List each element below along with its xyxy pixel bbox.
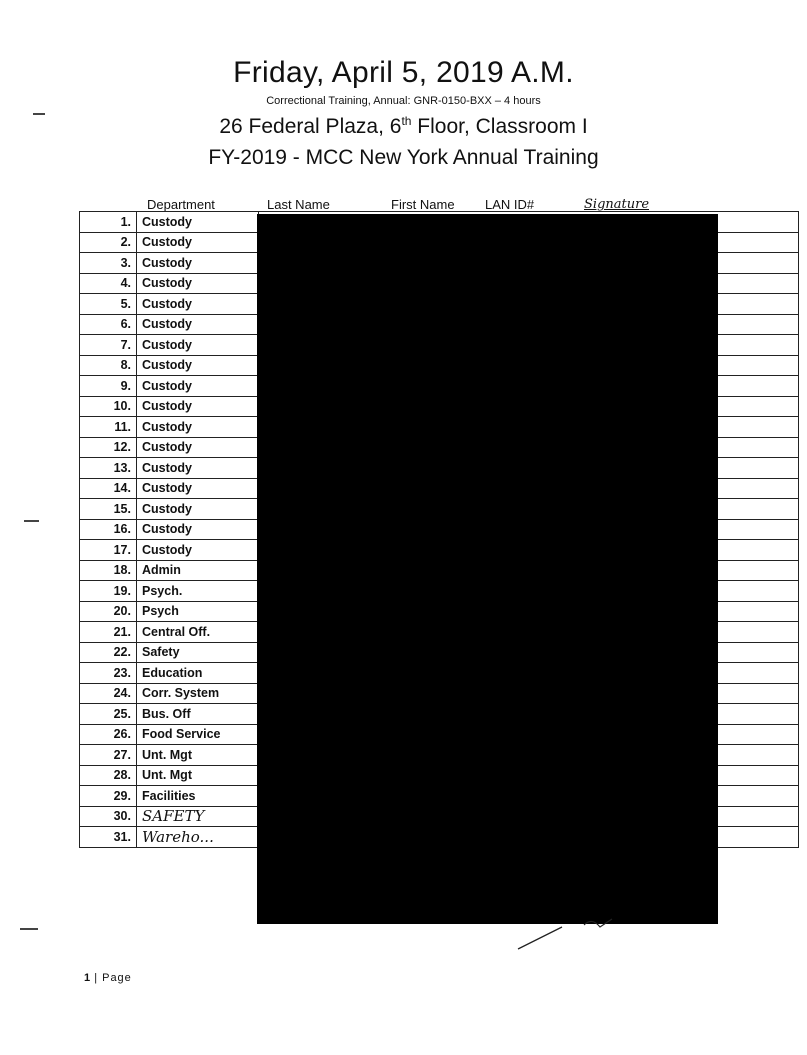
row-department: Custody (137, 437, 259, 458)
row-department: Unt. Mgt (137, 745, 259, 766)
row-department: Central Off. (137, 622, 259, 643)
row-number: 25. (80, 704, 137, 725)
row-department: Custody (137, 335, 259, 356)
col-department: Department (147, 197, 215, 212)
row-number: 19. (80, 581, 137, 602)
row-number: 23. (80, 663, 137, 684)
row-number: 3. (80, 253, 137, 274)
row-number: 12. (80, 437, 137, 458)
row-department: Custody (137, 376, 259, 397)
page-number: 1 (84, 972, 91, 984)
row-department: Food Service (137, 724, 259, 745)
location-pre: 26 Federal Plaza, 6 (219, 115, 402, 138)
col-lan-id: LAN ID# (485, 197, 535, 212)
col-last-name: Last Name (267, 197, 330, 212)
row-department: Custody (137, 519, 259, 540)
row-department: Custody (137, 478, 259, 499)
row-number: 28. (80, 765, 137, 786)
row-department: Custody (137, 540, 259, 561)
row-department: Custody (137, 253, 259, 274)
row-number: 4. (80, 273, 137, 294)
row-number: 30. (80, 806, 137, 827)
row-department: Education (137, 663, 259, 684)
row-number: 1. (80, 212, 137, 233)
row-number: 7. (80, 335, 137, 356)
location-sup: th (401, 114, 412, 128)
row-department: Custody (137, 232, 259, 253)
col-signature: Signature (584, 197, 650, 212)
row-department: Custody (137, 212, 259, 233)
row-department: Bus. Off (137, 704, 259, 725)
row-number: 17. (80, 540, 137, 561)
row-number: 10. (80, 396, 137, 417)
row-number: 5. (80, 294, 137, 315)
row-department: Wareho... (137, 827, 259, 848)
row-department: Safety (137, 642, 259, 663)
row-department: Admin (137, 560, 259, 581)
row-department: Unt. Mgt (137, 765, 259, 786)
location-post: Floor, Classroom I (411, 115, 588, 138)
row-number: 29. (80, 786, 137, 807)
row-department: Psych (137, 601, 259, 622)
row-number: 11. (80, 417, 137, 438)
scan-mark (20, 928, 38, 930)
event-title: FY-2019 - MCC New York Annual Training (208, 146, 599, 169)
row-department: Corr. System (137, 683, 259, 704)
row-department: Custody (137, 314, 259, 335)
row-number: 8. (80, 355, 137, 376)
page-label: | Page (94, 972, 132, 984)
row-department: Custody (137, 355, 259, 376)
row-number: 16. (80, 519, 137, 540)
row-number: 15. (80, 499, 137, 520)
row-department: SAFETY (137, 806, 259, 827)
row-number: 22. (80, 642, 137, 663)
row-number: 27. (80, 745, 137, 766)
row-number: 31. (80, 827, 137, 848)
row-number: 18. (80, 560, 137, 581)
page-title: Friday, April 5, 2019 A.M. (233, 56, 574, 89)
row-department: Psych. (137, 581, 259, 602)
row-number: 9. (80, 376, 137, 397)
row-number: 13. (80, 458, 137, 479)
row-department: Custody (137, 396, 259, 417)
row-number: 21. (80, 622, 137, 643)
row-department: Custody (137, 417, 259, 438)
scan-mark (33, 113, 45, 115)
row-number: 20. (80, 601, 137, 622)
location-line (0, 114, 807, 139)
row-department: Facilities (137, 786, 259, 807)
row-department: Custody (137, 499, 259, 520)
redaction-block (257, 214, 718, 924)
row-number: 14. (80, 478, 137, 499)
row-number: 24. (80, 683, 137, 704)
scan-mark (24, 520, 39, 522)
row-department: Custody (137, 294, 259, 315)
row-department: Custody (137, 273, 259, 294)
row-department: Custody (137, 458, 259, 479)
col-first-name: First Name (391, 197, 455, 212)
signature-scribble (500, 905, 630, 955)
row-number: 2. (80, 232, 137, 253)
row-number: 6. (80, 314, 137, 335)
course-subtitle: Correctional Training, Annual: GNR-0150-BXX – 4 hours (266, 95, 541, 107)
page-footer (84, 972, 132, 984)
row-number: 26. (80, 724, 137, 745)
